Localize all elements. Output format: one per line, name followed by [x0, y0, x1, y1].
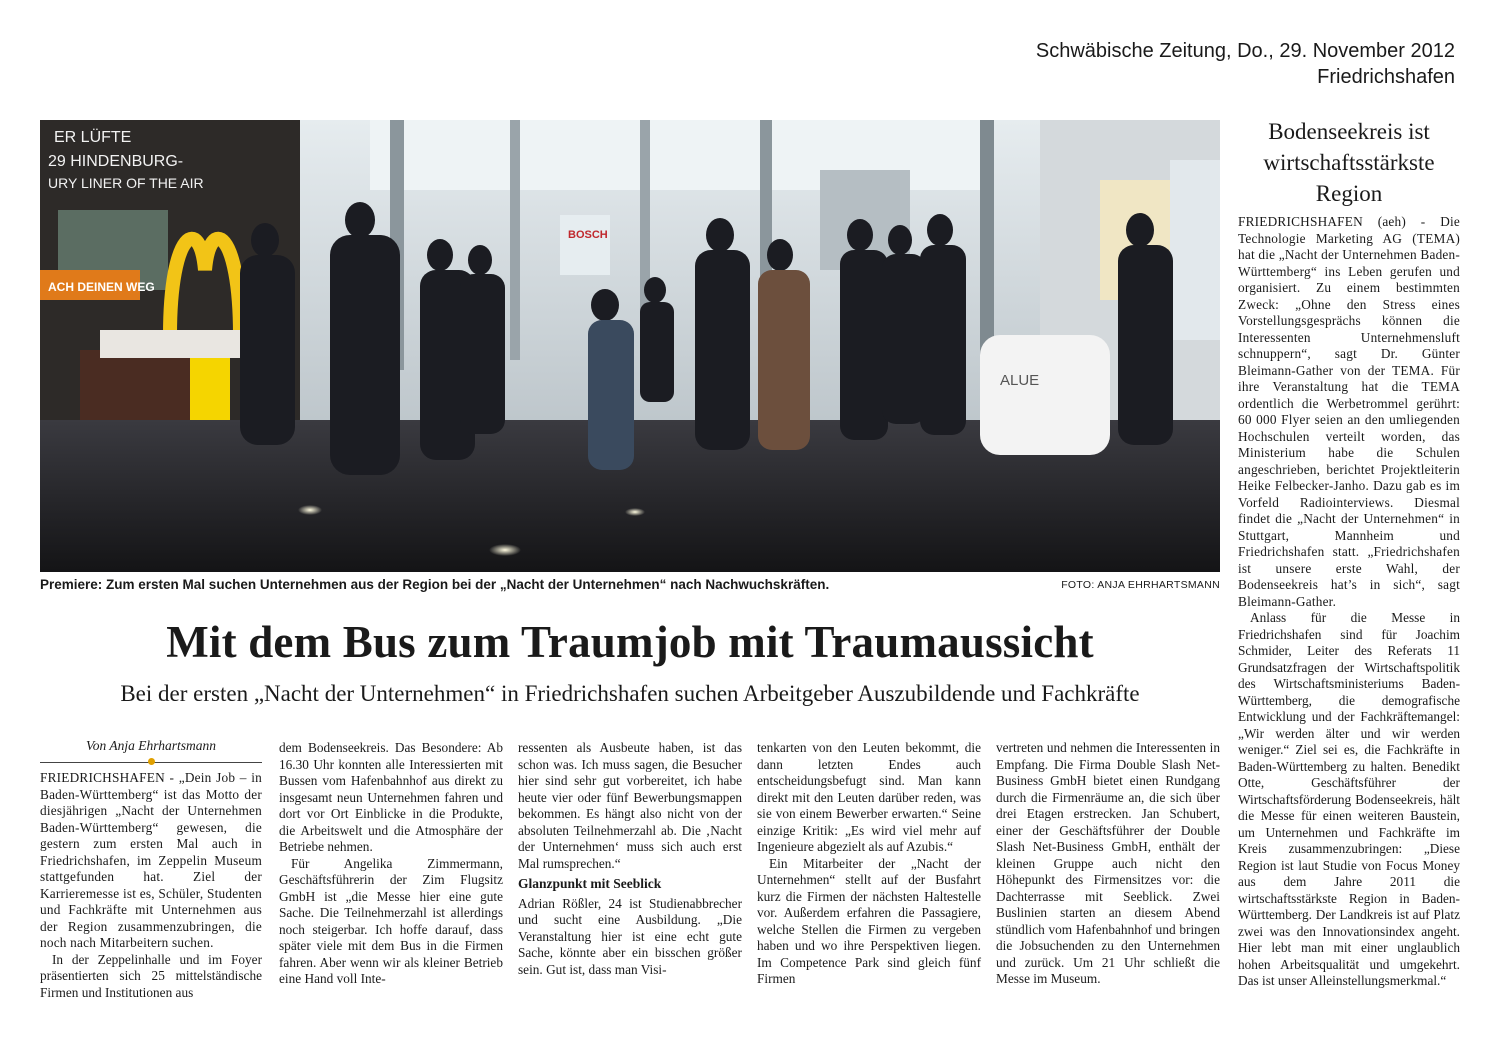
sign-line-1: ER LÜFTE: [54, 129, 132, 146]
article-column-4: [757, 740, 981, 988]
photo-credit: FOTO: ANJA EHRHARTSMANN: [1061, 579, 1220, 591]
article-headline: Mit dem Bus zum Traumjob mit Traumaussicht: [166, 617, 1094, 667]
article-paragraph: vertreten und nehmen die Interessenten in Empfang. Die Firma Double Slash Net-Business GmbH bietet einen Rundgang durch die Firmenräume an, die sich über drei Etagen erstrecken. Jan Schubert, einer der Geschäftsführer der Double Slash Net-Business GmbH, enthält der kleinen Gruppe auch nicht den Höhepunkt des Firmensitzes vor: die Dachterrasse mit Seeblick. Zwei Buslinien starten an diesem Abend stündlich vom Hafenbahnhof und bringen die Jobsuchenden zu den Unternehmen und zurück. Um 21 Uhr schließt die Messe im Museum.: [996, 740, 1220, 986]
article-subheadline: Bei der ersten „Nacht der Unternehmen“ in Friedrichshafen suchen Arbeitgeber Auszubildende und Fachkräfte: [120, 681, 1140, 706]
article-paragraph: FRIEDRICHSHAFEN - „Dein Job – in Baden-Württemberg“ ist das Motto der diesjährigen „Nacht der Unternehmen Baden-Württemberg“ gewesen, die gestern zum ersten Mal auch in Friedrichshafen, im Zeppelin Museum stattgefunden hat. Ziel der Karrieremesse ist es, Schüler, Studenten und Fachkräfte mit Unternehmen aus der Region zusammenzubringen, die noch nach Mitarbeitern suchen.: [40, 770, 262, 950]
brand-text: BOSCH: [568, 229, 608, 241]
article-paragraph: Adrian Rößler, 24 ist Studienabbrecher und sucht eine Ausbildung. „Die Veranstaltung hier ist eine echt gute Sache, könnte aber ein bisschen größer sein. Gut ist, dass man Visi-: [518, 895, 742, 977]
photo-caption: Premiere: Zum ersten Mal suchen Unternehmen aus der Region bei der „Nacht der Unternehmen“ nach Nachwuchskräften.: [40, 577, 830, 592]
banner-text: ACH DEINEN WEG: [48, 280, 155, 294]
sidebar-column: [1238, 214, 1460, 990]
newspaper-section: Friedrichshafen: [1317, 66, 1455, 88]
sign-line-2: 29 HINDENBURG-: [48, 153, 184, 170]
sign-line-3: URY LINER OF THE AIR: [48, 175, 204, 191]
article-paragraph: In der Zeppelinhalle und im Foyer präsentierten sich 25 mittelständische Firmen und Institutionen aus: [40, 951, 262, 1000]
counter-text: ALUE: [1000, 372, 1040, 389]
newspaper-masthead: Schwäbische Zeitung, Do., 29. November 2012: [1035, 40, 1455, 62]
article-column-2: [279, 740, 503, 988]
article-column-5: [996, 740, 1220, 988]
article-column-1: [40, 770, 262, 1001]
article-paragraph: tenkarten von den Leuten bekommt, die dann letzten Endes auch entscheidungsbefugt sind. Man kann direkt mit den Leuten darüber reden, was sie von einem Bewerber erwarten.“ Seine einzige Kritik: „Es wird viel mehr auf Ingenieure abgezielt als auf Azubis.“: [757, 740, 981, 854]
byline: Von Anja Ehrhartsmann: [85, 738, 217, 753]
article-subheading: Glanzpunkt mit Seeblick: [518, 876, 662, 891]
article-photo: [40, 120, 1220, 572]
sidebar-paragraph: FRIEDRICHSHAFEN (aeh) - Die Technologie Marketing AG (TEMA) hat die „Nacht der Unternehmen Baden-Württemberg“ ins Leben gerufen und organisiert. Zu einem bestimmten Zweck: „Ohne den Stress eines Vorstellungsgesprächs können die Interessenten Unternehmensluft schnuppern“, sagt Dr. Günter Bleimann-Gather von der TEMA. Für ihre Veranstaltung hat die TEMA ordentlich die Werbetrommel gerührt: 60 000 Flyer seien an den umliegenden Hochschulen verteilt worden, das Ministerium habe die Schulen angeschrieben, berichtet Projektleiterin Heike Felbecker-Janho. Dazu gab es im Vorfeld Radiointerviews. Diesmal findet die „Nacht der Unternehmen“ in Stuttgart, Mannheim und Friedrichshafen statt. „Friedrichshafen ist unsere erste Wahl, der Bodenseekreis hat’s in sich“, sagt Bleimann-Gather.: [1238, 214, 1460, 609]
article-paragraph: dem Bodenseekreis. Das Besondere: Ab 16.30 Uhr konnten alle Interessierten mit Bussen vom Hafenbahnhof aus direkt zu insgesamt neun Unternehmen fahren und dort vor Ort Einblicke in die Produkte, die Arbeitswelt und die Atmosphäre der Betriebe nehmen.: [279, 740, 503, 854]
article-column-3: [518, 740, 742, 978]
sidebar-paragraph: Anlass für die Messe in Friedrichshafen sind für Joachim Schmider, Leiter des Referats 11 Grundsatzfragen der Wirtschaftspolitik des Wirtschaftsministeriums Baden-Württemberg, die demografische Entwicklung und der Fachkräftemangel: „Wir werden älter und wir werden weniger.“ Ziel sei es, die Fachkräfte in Baden-Württemberg zu halten. Benedikt Otte, Geschäftsführer der Wirtschaftsförderung Bodenseekreis, hält die Messe für einen weiteren Baustein, um Unternehmen und Fachkräfte im Kreis zusammenzubringen: „Diese Region ist laut Studie von Focus Money aus dem Jahre 2011 die wirtschaftsstärkste Region in Baden-Württemberg. Der Landkreis ist auf Platz zwei was den Innovationsindex angeht. Hier lebt man mit einer unglaublich hohen Arbeitsqualität und umgekehrt. Das ist unser Alleinstellungsmerkmal.“: [1238, 610, 1460, 988]
article-paragraph: Für Angelika Zimmermann, Geschäftsführerin der Zim Flugsitz GmbH ist „die Messe hier eine gute Sache. Die Teilnehmerzahl ist allerdings noch steigerbar. Ich hoffe darauf, dass später viele mit dem Bus in die Firmen fahren. Aber wenn wir als kleiner Betrieb eine Hand voll Inte-: [279, 855, 503, 986]
article-paragraph: Ein Mitarbeiter der „Nacht der Unternehmen“ stellt auf der Busfahrt kurz die Firmen der nächsten Haltestelle vor. Außerdem erfahren die Passagiere, welche Stellen die Firmen zu vergeben haben und wo ihre Perspektiven liegen. Im Competence Park sind gleich fünf Firmen: [757, 855, 981, 986]
article-paragraph: ressenten als Ausbeute haben, ist das schon was. Ich muss sagen, die Besucher hier sind sehr gut vorbereitet, ich habe heute vier oder fünf Bewerbungsmappen bekommen. Es hängt also nicht von der absoluten Teilnehmerzahl ab. Die ‚Nacht der Unternehmen‘ muss sich auch erst Mal rumsprechen.“: [518, 740, 742, 871]
sidebar-headline: Bodenseekreis ist wirtschaftsstärkste Region: [1263, 119, 1435, 206]
byline-dot: [148, 758, 155, 765]
